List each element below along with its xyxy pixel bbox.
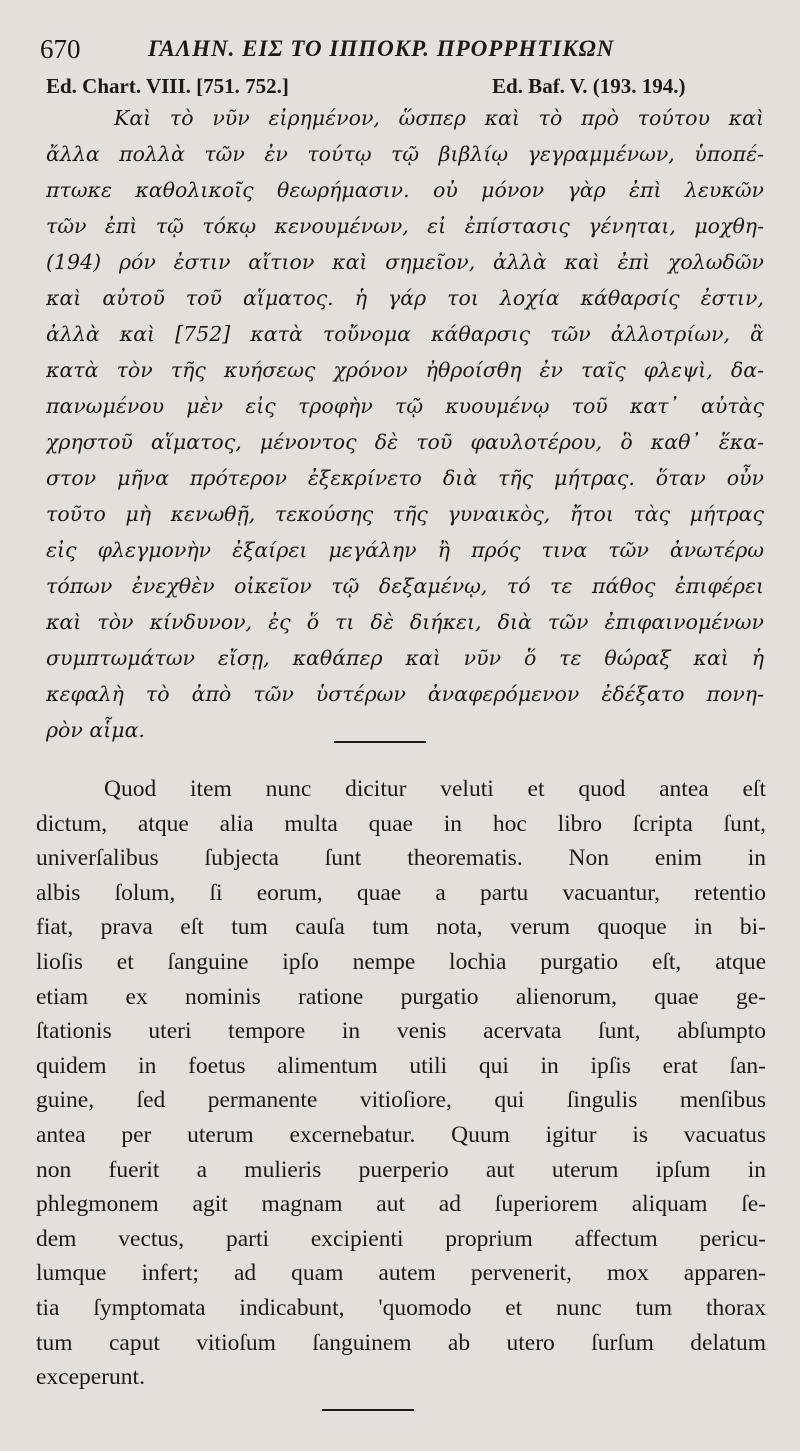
greek-line: Καὶ τὸ νῦν εἰρημένον, ὥσπερ καὶ τὸ πρὸ τούτου καὶ: [114, 106, 764, 130]
page-header: [40, 34, 770, 66]
latin-line: etiam ex nominis ratione purgatio alienorum, quae ge-: [36, 983, 766, 1010]
edition-reference-basel: Ed. Baf. V. (193. 194.): [492, 74, 686, 98]
greek-line: τόπων ἐνεχθὲν οἰκεῖον τῷ δεξαμένῳ, τό τε πάθος ἐπιφέρει: [46, 574, 764, 598]
greek-line: ἀλλὰ καὶ [752] κατὰ τοὔνομα κάθαρσις τῶν ἀλλοτρίων, ἃ: [46, 322, 764, 346]
greek-line: τοῦτο μὴ κενωθῇ, τεκούσης τῆς γυναικὸς, ἤτοι τὰς μήτρας: [46, 502, 764, 526]
latin-line: phlegmonem agit magnam aut ad ſuperiorem aliquam ſe-: [36, 1191, 766, 1218]
latin-line: non fuerit a mulieris puerperio aut uterum ipſum in: [36, 1156, 766, 1183]
greek-line: ρὸν αἷμα.: [46, 718, 145, 742]
latin-line: exceperunt.: [36, 1364, 145, 1391]
page-number: 670: [40, 34, 81, 64]
end-divider: [322, 1409, 414, 1411]
greek-line: πτωκε καθολικοῖς θεωρήμασιν. οὐ μόνον γὰρ ἐπὶ λευκῶν: [46, 178, 764, 202]
greek-line: ἄλλα πολλὰ τῶν ἐν τούτῳ τῷ βιβλίῳ γεγραμμένων, ὑποπέ-: [46, 142, 764, 166]
latin-line: guine, ſed permanente vitioſiore, qui ſingulis menſibus: [36, 1087, 766, 1114]
greek-line: στον μῆνα πρότερον ἐξεκρίνετο διὰ τῆς μήτρας. ὅταν οὖν: [46, 466, 764, 490]
running-title: ΓΑΛΗΝ. ΕΙΣ ΤΟ ΙΠΠΟΚΡ. ΠΡΟΡΡΗΤΙΚΩΝ: [148, 36, 615, 61]
latin-line: antea per uterum excernebatur. Quum igitur is vacuatus: [36, 1121, 766, 1148]
greek-line: κατὰ τὸν τῆς κυήσεως χρόνον ἠθροίσθη ἐν ταῖς φλεψὶ, δα-: [46, 358, 764, 382]
greek-text-block: [46, 100, 764, 748]
latin-line: univerſalibus ſubjecta ſunt theorematis. Non enim in: [36, 845, 766, 872]
latin-line: tia ſymptomata indicabunt, 'quomodo et nunc tum thorax: [36, 1294, 766, 1321]
latin-line: lioſis et ſanguine ipſo nempe lochia purgatio eſt, atque: [36, 948, 766, 975]
greek-line: καὶ αὐτοῦ τοῦ αἵματος. ἡ γάρ τοι λοχία κάθαρσίς ἐστιν,: [46, 286, 764, 310]
edition-reference-chartier: Ed. Chart. VIII. [751. 752.]: [46, 74, 289, 98]
latin-line: albis ſolum, ſi eorum, quae a partu vacuantur, retentio: [36, 879, 766, 906]
latin-line: dem vectus, parti excipienti proprium affectum pericu-: [36, 1225, 766, 1252]
greek-line: χρηστοῦ αἵματος, μένοντος δὲ τοῦ φαυλοτέρου, ὃ καθ᾽ ἕκα-: [46, 430, 764, 454]
latin-line: Quod item nunc dicitur veluti et quod antea eſt: [104, 776, 766, 802]
greek-line: πανωμένου μὲν εἰς τροφὴν τῷ κυουμένῳ τοῦ κατ᾽ αὐτὰς: [46, 394, 764, 418]
latin-line: dictum, atque alia multa quae in hoc libro ſcripta ſunt,: [36, 810, 766, 837]
latin-line: tum caput vitioſum ſanguinem ab utero ſurſum delatum: [36, 1329, 766, 1356]
latin-line: quidem in foetus alimentum utili qui in ipſis erat ſan-: [36, 1052, 766, 1079]
latin-text-block: [36, 772, 766, 1395]
greek-line: εἰς φλεγμονὴν ἐξαίρει μεγάλην ἢ πρός τινα τῶν ἀνωτέρω: [46, 538, 764, 562]
greek-line: τῶν ἐπὶ τῷ τόκῳ κενουμένων, εἰ ἐπίστασις γένηται, μοχθη-: [46, 214, 764, 238]
latin-line: fiat, prava eſt tum cauſa tum nota, verum quoque in bi-: [36, 914, 766, 941]
greek-line: (194) ρόν ἐστιν αἴτιον καὶ σημεῖον, ἀλλὰ καὶ ἐπὶ χολωδῶν: [46, 250, 764, 274]
greek-line: κεφαλὴ τὸ ἀπὸ τῶν ὑστέρων ἀναφερόμενον ἐδέξατο πονη-: [46, 682, 764, 706]
section-divider: [334, 741, 426, 743]
greek-line: συμπτωμάτων εἴσῃ, καθάπερ καὶ νῦν ὅ τε θώραξ καὶ ἡ: [46, 646, 764, 670]
greek-line: καὶ τὸν κίνδυνον, ἐς ὅ τι δὲ διήκει, διὰ τῶν ἐπιφαινομένων: [46, 610, 764, 634]
latin-line: ſtationis uteri tempore in venis acervata ſunt, abſumpto: [36, 1018, 766, 1045]
latin-line: lumque infert; ad quam autem pervenerit, mox apparen-: [36, 1260, 766, 1287]
